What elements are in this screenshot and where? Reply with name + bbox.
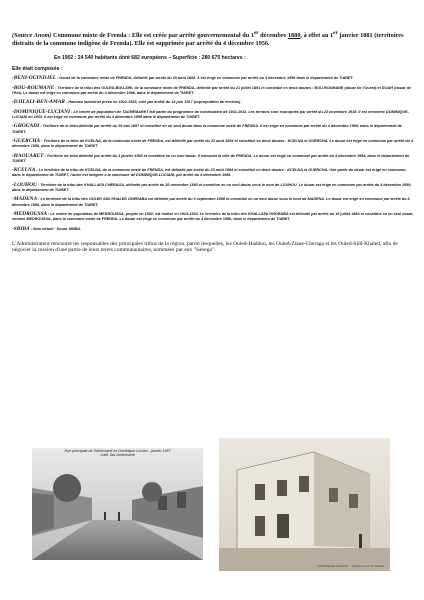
douar-entry — [12, 86, 414, 96]
douar-description: : Le centre de population de MEDROUSSA, projeté en 1902, est réalisé en 1923-1924. Le territoire de la tribu des KHALLAFA GHORABA est délimité par arrêté du 19 juillet 1894 et constitué en un seul douar, nommé MEDROUSSA, dans la commune mixte de FRENDA. Le douar est érigé en commune par arrêté du 4 décembre 1956, dans le département de TIARET. — [12, 212, 414, 222]
photo-caption-left: Rue principale de Tokhemaret ex Dominique Luciani - janvier 1957 Café. Bar Ambrosietti — [64, 449, 171, 457]
douar-name: -BENI-OUINDJEL — [12, 75, 57, 82]
douar-entry — [12, 197, 414, 207]
douar-description: : Territoire de la tribu de KCELNA, de la commune mixte de FRENDA, est délimité par arrêté du 23 août 1894 et constitué en deux douars : KCELNA et GUERCHA. Le douar est érigé en commune par arrêté du 4 décembre 1956, dans le département de TIARET — [12, 139, 414, 149]
douar-entry — [12, 168, 414, 178]
douar-name: -SBIBA — [12, 225, 30, 232]
douar-name: -LOUHOU — [12, 181, 37, 188]
douar-name: -GHOUADI — [12, 123, 40, 130]
photo-caption-right: DOMINIQUE-LUCIANI — Département de Médéa — [317, 564, 384, 568]
closing-paragraph: L'Administrateur rencontre les responsables des principales tribus de la région, parmi lesquelles, les Ouled-Haddou, les Ouled-Ziane-Cheraga et les Ouled-Sidi-Khaled, afin de négocier la cession d'une partie de leurs terres communautaires, nommées par eux "Sabega". — [12, 240, 398, 254]
douar-description: : Hameau industriel prévu en 1912-1913, créé par arrêté du 14 juin 1917 (expropriation de terrains). — [65, 100, 242, 105]
douar-entry — [12, 124, 414, 134]
douar-description: : Le territoire de la tribu des OULED SIDI KHALED GHERABA est délimité par arrêté du 3 septembre 1896 et constitué en un seul douar sous le nom de MADENA. Le douar est érigé en commune par arrêté du 4 décembre 1956, dans le département de TIARET. — [12, 197, 410, 207]
douar-entry — [12, 227, 414, 232]
douar-description: : Nom actuel : Douar SBIBA. — [29, 226, 82, 231]
douar-entry — [12, 154, 414, 164]
document-page — [12, 30, 414, 254]
douar-entry — [12, 76, 414, 81]
douar-entry — [12, 183, 414, 193]
douar-entry — [12, 139, 414, 149]
douar-name: -MADENA — [12, 196, 38, 203]
douar-description: : Territoire de la tribu des KHALLAFA CHERAGA, délimité par arrêté du 20 novembre 1893 et constitué en un seul douar sous le nom de LOUHOU. Le douar est érigé en commune par arrêté du 4 décembre 1956, dans le département de TIARET. — [12, 182, 412, 193]
intro-paragraph: (Source Anom) Commune mixte de Frenda : Elle est créée par arrêté gouvernemental du 1er décembre 1880, à effet au 1er janvier 1881 (territoires distraits de la commune indigène de Frenda). Elle est supprimée par arrêté du 4 décembre 1956. — [12, 30, 404, 47]
douar-entry — [12, 212, 414, 222]
douar-name: -KCELNA — [12, 167, 36, 174]
douar-description: : Douar de la commune mixte de FRENDA, délimité par arrêté du 23 août 1893. Il est érigé en commune par arrêté du 4 décembre 1956 dans le département de TIARET. — [56, 76, 354, 81]
douar-description: : Territoire de la tribu des OULED-BOU-ZIRI, de la commune mixte de FRENDA, délimité par arrêté du 21 juillet 1891 et constitué en deux douars : BOU-ROUMANE (douar de l'Ouest) et DIJAH (douar de l'Est). Le douar est érigé en commune par arrêté du 4 décembre 1956, dans le département de TIARET. — [12, 85, 412, 96]
douar-description: : Territoire de la tribu délimité par arrêté du 26 mai 1897 et constitué en un seul douar dans la commune mixte de FRENDA. Il est érigé en commune par arrêté du 4 décembre 1956, dans le département de TIARET. — [12, 124, 402, 134]
douar-name: -DOMINIQUE-LUCIANI — [12, 108, 71, 115]
douar-entry — [12, 110, 414, 120]
source-label: (Source Anom) — [12, 32, 52, 40]
street-scene-image — [32, 448, 203, 560]
photo-strip — [32, 438, 392, 571]
douar-description: : Territoire de tribu délimité par arrêté du 3 janvier 1893 et constitué en un seul douar. Il entourait la ville de FRENDA. Le douar est érigé en commune par arrêté du 4 décembre 1956, dans le département de TIARET — [12, 153, 410, 163]
douar-entry — [12, 100, 414, 105]
composition-heading: Elle était composée : — [12, 66, 63, 73]
building-image — [219, 438, 390, 571]
douar-description: : Le centre de population de TAGREMARET fait partie du programme de colonisation de 1911-1913. Les terrains sont expropriés par arrêté du 22 novembre 1918. Il est renommé DOMINIQUE-LUCIANI en 1933. Il est érigé en commune par arrêté du 4 décembre 1956 dans le département de TIARET. — [12, 109, 409, 120]
douar-description: : Le territoire de la tribu de KCELNA, de la commune mixte de FRENDA, est délimité par arrêté du 23 août 1894 et constitué en deux douars : KCELNA et GUERCHA. Une partie du douar est érigé en commune, dans le département de TIARET, l'autre est intégrée à la commune de DOMINIQUE-LUCIANI, par arrêté du 4 décembre 1956. — [12, 168, 407, 178]
douar-name: -HAOUARET — [12, 152, 44, 159]
douar-name: -MEDROUSSA — [12, 211, 48, 217]
douar-name: -BOU-ROUMANE — [12, 84, 55, 91]
building-photo — [219, 438, 390, 571]
douar-name: -DJILALI-BEN-AMAR — [12, 99, 66, 106]
douar-list — [12, 76, 414, 231]
population-line: En 1902 : 24 540 habitants dont 682 européens – Superficie : 280 675 hectares : — [54, 55, 246, 62]
founding-year: 1880 — [287, 32, 301, 40]
douar-name: -GUERCHA — [12, 138, 41, 145]
street-photo — [32, 448, 203, 560]
